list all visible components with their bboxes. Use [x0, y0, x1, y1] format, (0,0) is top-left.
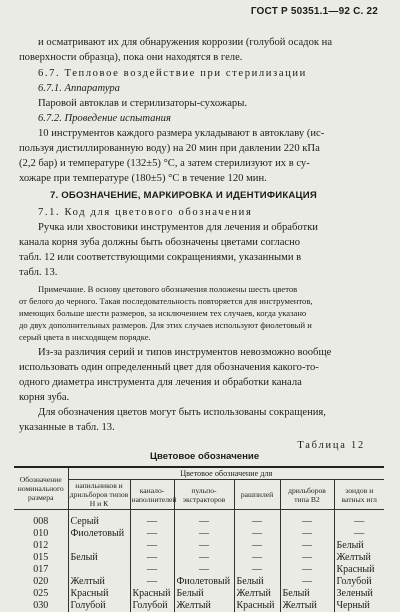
body-line: указанные в табл. 13. — [19, 422, 115, 433]
subsection-heading: 7.1. Код для цветового обозначения — [38, 207, 253, 218]
table-cell: Голубой — [334, 576, 384, 588]
table-cell: Желтый — [68, 576, 130, 588]
table-cell: Белый — [68, 552, 130, 564]
table-cell: — — [130, 510, 174, 529]
table-cell: — — [130, 540, 174, 552]
table-cell: Фиолетовый — [174, 576, 234, 588]
body-line: и осматривают их для обнаружения коррозии (голубой осадок на — [38, 37, 333, 48]
body-line: (2,2 бар) и температуре (132±5) °С, а затем стерилизуют их в су- — [19, 158, 310, 169]
table-cell: Желтый — [174, 600, 234, 612]
table-cell: 010 — [14, 528, 68, 540]
table-cell: — — [280, 510, 334, 529]
table-cell: Желтый — [334, 552, 384, 564]
body-line: хожаре при температуре (180±5) °С в течение 120 мин. — [19, 173, 267, 184]
body-line: пользуя дистиллированную воду) на 20 мин при давлении 220 кПа — [19, 143, 320, 154]
subsection-heading: 6.7. Тепловое воздействие при стерилизации — [38, 68, 307, 79]
subsection-heading: 6.7.1. Аппаратура — [38, 83, 120, 94]
table-cell: — — [130, 564, 174, 576]
body-line: Из-за различия серий и типов инструментов невозможно вообще — [38, 347, 332, 358]
table-title: Цветовое обозначение — [150, 451, 260, 462]
body-line: Для обозначения цветов могут быть использованы сокращения, — [38, 407, 326, 418]
body-line: Ручка или хвостовики инструментов для лечения и обработки — [38, 222, 318, 233]
table-cell: Белый — [234, 576, 280, 588]
table-cell: 020 — [14, 576, 68, 588]
table-cell: — — [174, 552, 234, 564]
table-cell: Красный — [234, 600, 280, 612]
table-cell: — — [280, 552, 334, 564]
body-line: использовать один определенный цвет для обозначения какого-то- — [19, 362, 319, 373]
table-cell: — — [130, 528, 174, 540]
table-cell: Желтый — [280, 600, 334, 612]
table-header: канало-наполнителей — [130, 480, 174, 510]
table-cell: — — [130, 552, 174, 564]
table-cell: 008 — [14, 510, 68, 529]
table-cell: Черный — [334, 600, 384, 612]
table-cell: Красный — [130, 588, 174, 600]
color-table — [14, 466, 384, 612]
table-cell: — — [234, 510, 280, 529]
body-line: табл. 13. — [19, 267, 58, 278]
body-line: 10 инструментов каждого размера укладывают в автоклаву (ис- — [38, 128, 325, 139]
table-cell — [68, 564, 130, 576]
body-line: Паровой автоклав и стерилизаторы-сухожары. — [38, 98, 247, 109]
table-cell: — — [280, 540, 334, 552]
table-cell: Зеленый — [334, 588, 384, 600]
table-cell: — — [130, 576, 174, 588]
table-cell: — — [280, 576, 334, 588]
table-cell: 012 — [14, 540, 68, 552]
body-line: корня зуба. — [19, 392, 70, 403]
table-cell — [68, 540, 130, 552]
table-cell: — — [234, 564, 280, 576]
section-title: 7. ОБОЗНАЧЕНИЕ, МАРКИРОВКА И ИДЕНТИФИКАЦИЯ — [50, 190, 317, 201]
table-cell: 017 — [14, 564, 68, 576]
table-cell: Красный — [334, 564, 384, 576]
table-cell: — — [174, 510, 234, 529]
table-cell: — — [334, 528, 384, 540]
subsection-heading: 6.7.2. Проведение испытания — [38, 113, 171, 124]
table-header: рашпилей — [234, 480, 280, 510]
table-row — [14, 588, 384, 600]
table-cell: Белый — [334, 540, 384, 552]
table-row — [14, 510, 384, 529]
table-header: зондов и ватных игл — [334, 480, 384, 510]
note-line: серый цвета в нисходящем порядке. — [19, 332, 151, 342]
table-cell: Серый — [68, 510, 130, 529]
table-row — [14, 564, 384, 576]
table-cell: Голубой — [68, 600, 130, 612]
table-header: пульпо-экстракторов — [174, 480, 234, 510]
table-cell: 030 — [14, 600, 68, 612]
table-cell: — — [174, 564, 234, 576]
table-header: Обозначение номинального размера — [14, 467, 68, 510]
table-cell: Красный — [68, 588, 130, 600]
table-cell: — — [234, 528, 280, 540]
page-header: ГОСТ Р 50351.1—92 С. 22 — [250, 6, 378, 17]
table-row — [14, 576, 384, 588]
body-line: канала корня зуба должны быть обозначены цветами согласно — [19, 237, 301, 248]
table-row — [14, 528, 384, 540]
table-label: Таблица 12 — [297, 440, 365, 451]
note-line: Примечание. В основу цветового обозначения положены шесть цветов — [38, 284, 298, 294]
body-line: одного диаметра инструмента для лечения и обработки канала — [19, 377, 302, 388]
table-cell: 025 — [14, 588, 68, 600]
table-cell: — — [334, 510, 384, 529]
table-header: Цветовое обозначение для — [68, 467, 384, 480]
note-line: до двух дополнительных размеров. Для этих случаев используют фиолетовый и — [19, 320, 312, 330]
table-header: дрильборов типа В2 — [280, 480, 334, 510]
table-cell: 015 — [14, 552, 68, 564]
table-cell: — — [234, 540, 280, 552]
note-line: от белого до черного. Такая последовательность повторяется для инструментов, — [19, 296, 313, 306]
table-cell: Желтый — [234, 588, 280, 600]
table-row — [14, 540, 384, 552]
table-cell: Фиолетовый — [68, 528, 130, 540]
table-cell: Белый — [280, 588, 334, 600]
note-line: имеющих больше шести размеров, за исключением тех случаев, когда указано — [19, 308, 307, 318]
table-cell: — — [174, 528, 234, 540]
table-cell: — — [280, 528, 334, 540]
table-header: напильников и дрильборов типов Н и К — [69, 481, 129, 508]
table-row — [14, 552, 384, 564]
table-cell: — — [234, 552, 280, 564]
table-cell: — — [174, 540, 234, 552]
table-cell: Белый — [174, 588, 234, 600]
table-cell: — — [280, 564, 334, 576]
body-line: поверхности образца), пока они находятся в геле. — [19, 52, 243, 63]
table-cell: Голубой — [130, 600, 174, 612]
table-row — [14, 600, 384, 612]
body-line: табл. 12 или соответствующими сокращениями, указанными в — [19, 252, 302, 263]
